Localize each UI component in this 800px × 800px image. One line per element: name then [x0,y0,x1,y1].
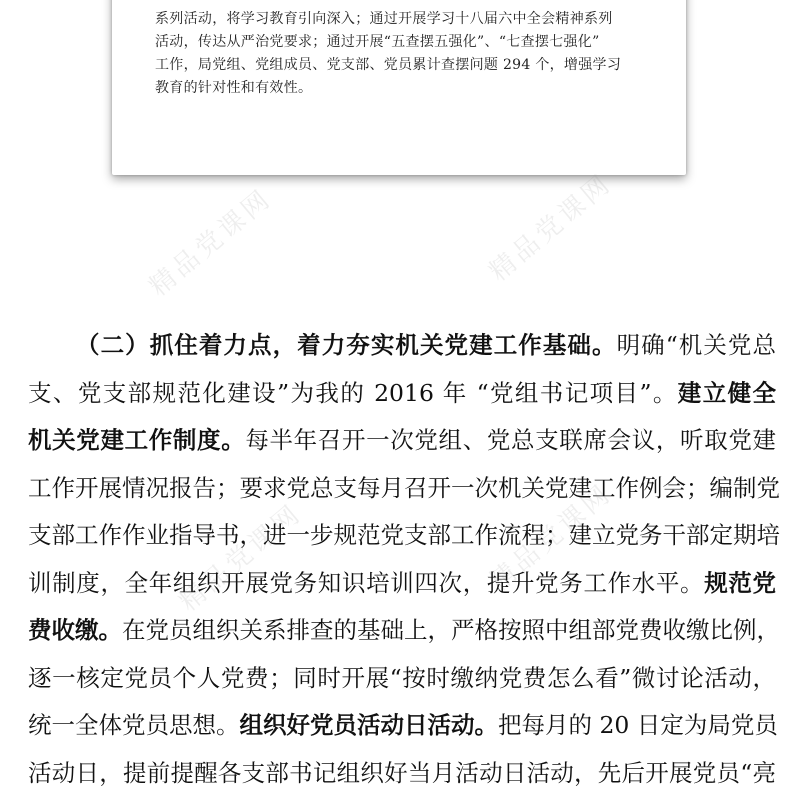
body-line: 逐一核定党员个人党费；同时开展“按时缴纳党费怎么看”微讨论活动， [28,663,776,692]
heading-bold: （二）抓住着力点，着力夯实机关党建工作基础。 [76,331,617,359]
watermark: 精品党课网 [483,168,619,288]
watermark: 精品党课网 [483,478,619,598]
card-text [155,8,660,100]
body-line [28,607,780,655]
heading-bold: 费收缴。 [28,616,122,644]
body-text: 把每月的 20 日定为局党员 [498,711,778,739]
watermark: 精品党课网 [143,183,279,303]
body-text: 明确“机关党总 [616,331,777,359]
body-line: 工作开展情况报告；要求党总支每月召开一次机关党建工作例会；编制党 [28,473,780,502]
body-text: 在党员组织关系排查的基础上，严格按照中组部党费收缴比例， [122,616,780,644]
body-text: 训制度，全年组织开展党务知识培训四次，提升党务工作水平。 [28,568,705,597]
heading-bold: 组织好党员活动日活动。 [239,711,498,739]
heading-bold: 机关党建工作制度。 [28,426,246,454]
heading-bold: 建立健全 [677,378,777,407]
card-line: 教育的针对性和有效性。 [155,80,313,96]
card-line: 工作，局党组、党组成员、党支部、党员累计查摆问题 294 个，增强学习 [155,57,622,73]
body-line [28,560,776,608]
body-text: 支、党支部规范化建设”为我的 2016 年 “党组书记项目”。 [28,378,678,407]
body-line [28,370,776,418]
card-line: 系列活动，将学习教育引向深入；通过开展学习十八届六中全会精神系列 [155,11,613,27]
body-text: 每半年召开一次党组、党总支联席会议，听取党建 [245,426,777,454]
body-line [28,322,776,370]
watermark: 精品党课网 [173,498,309,618]
card-line: 活动，传达从严治党要求；通过开展“五查摆五强化”、“七查摆七强化” [155,34,600,50]
body-paragraph [28,322,780,797]
body-text: 统一全体党员思想。 [28,711,240,739]
body-line [28,417,776,465]
body-line [28,702,776,750]
heading-bold: 规范党 [704,568,777,597]
body-line: 活动日，提前提醒各支部书记组织好当月活动日活动，先后开展党员“亮 [28,758,776,787]
body-line: 支部工作作业指导书，进一步规范党支部工作流程；建立党务干部定期培 [28,521,780,549]
